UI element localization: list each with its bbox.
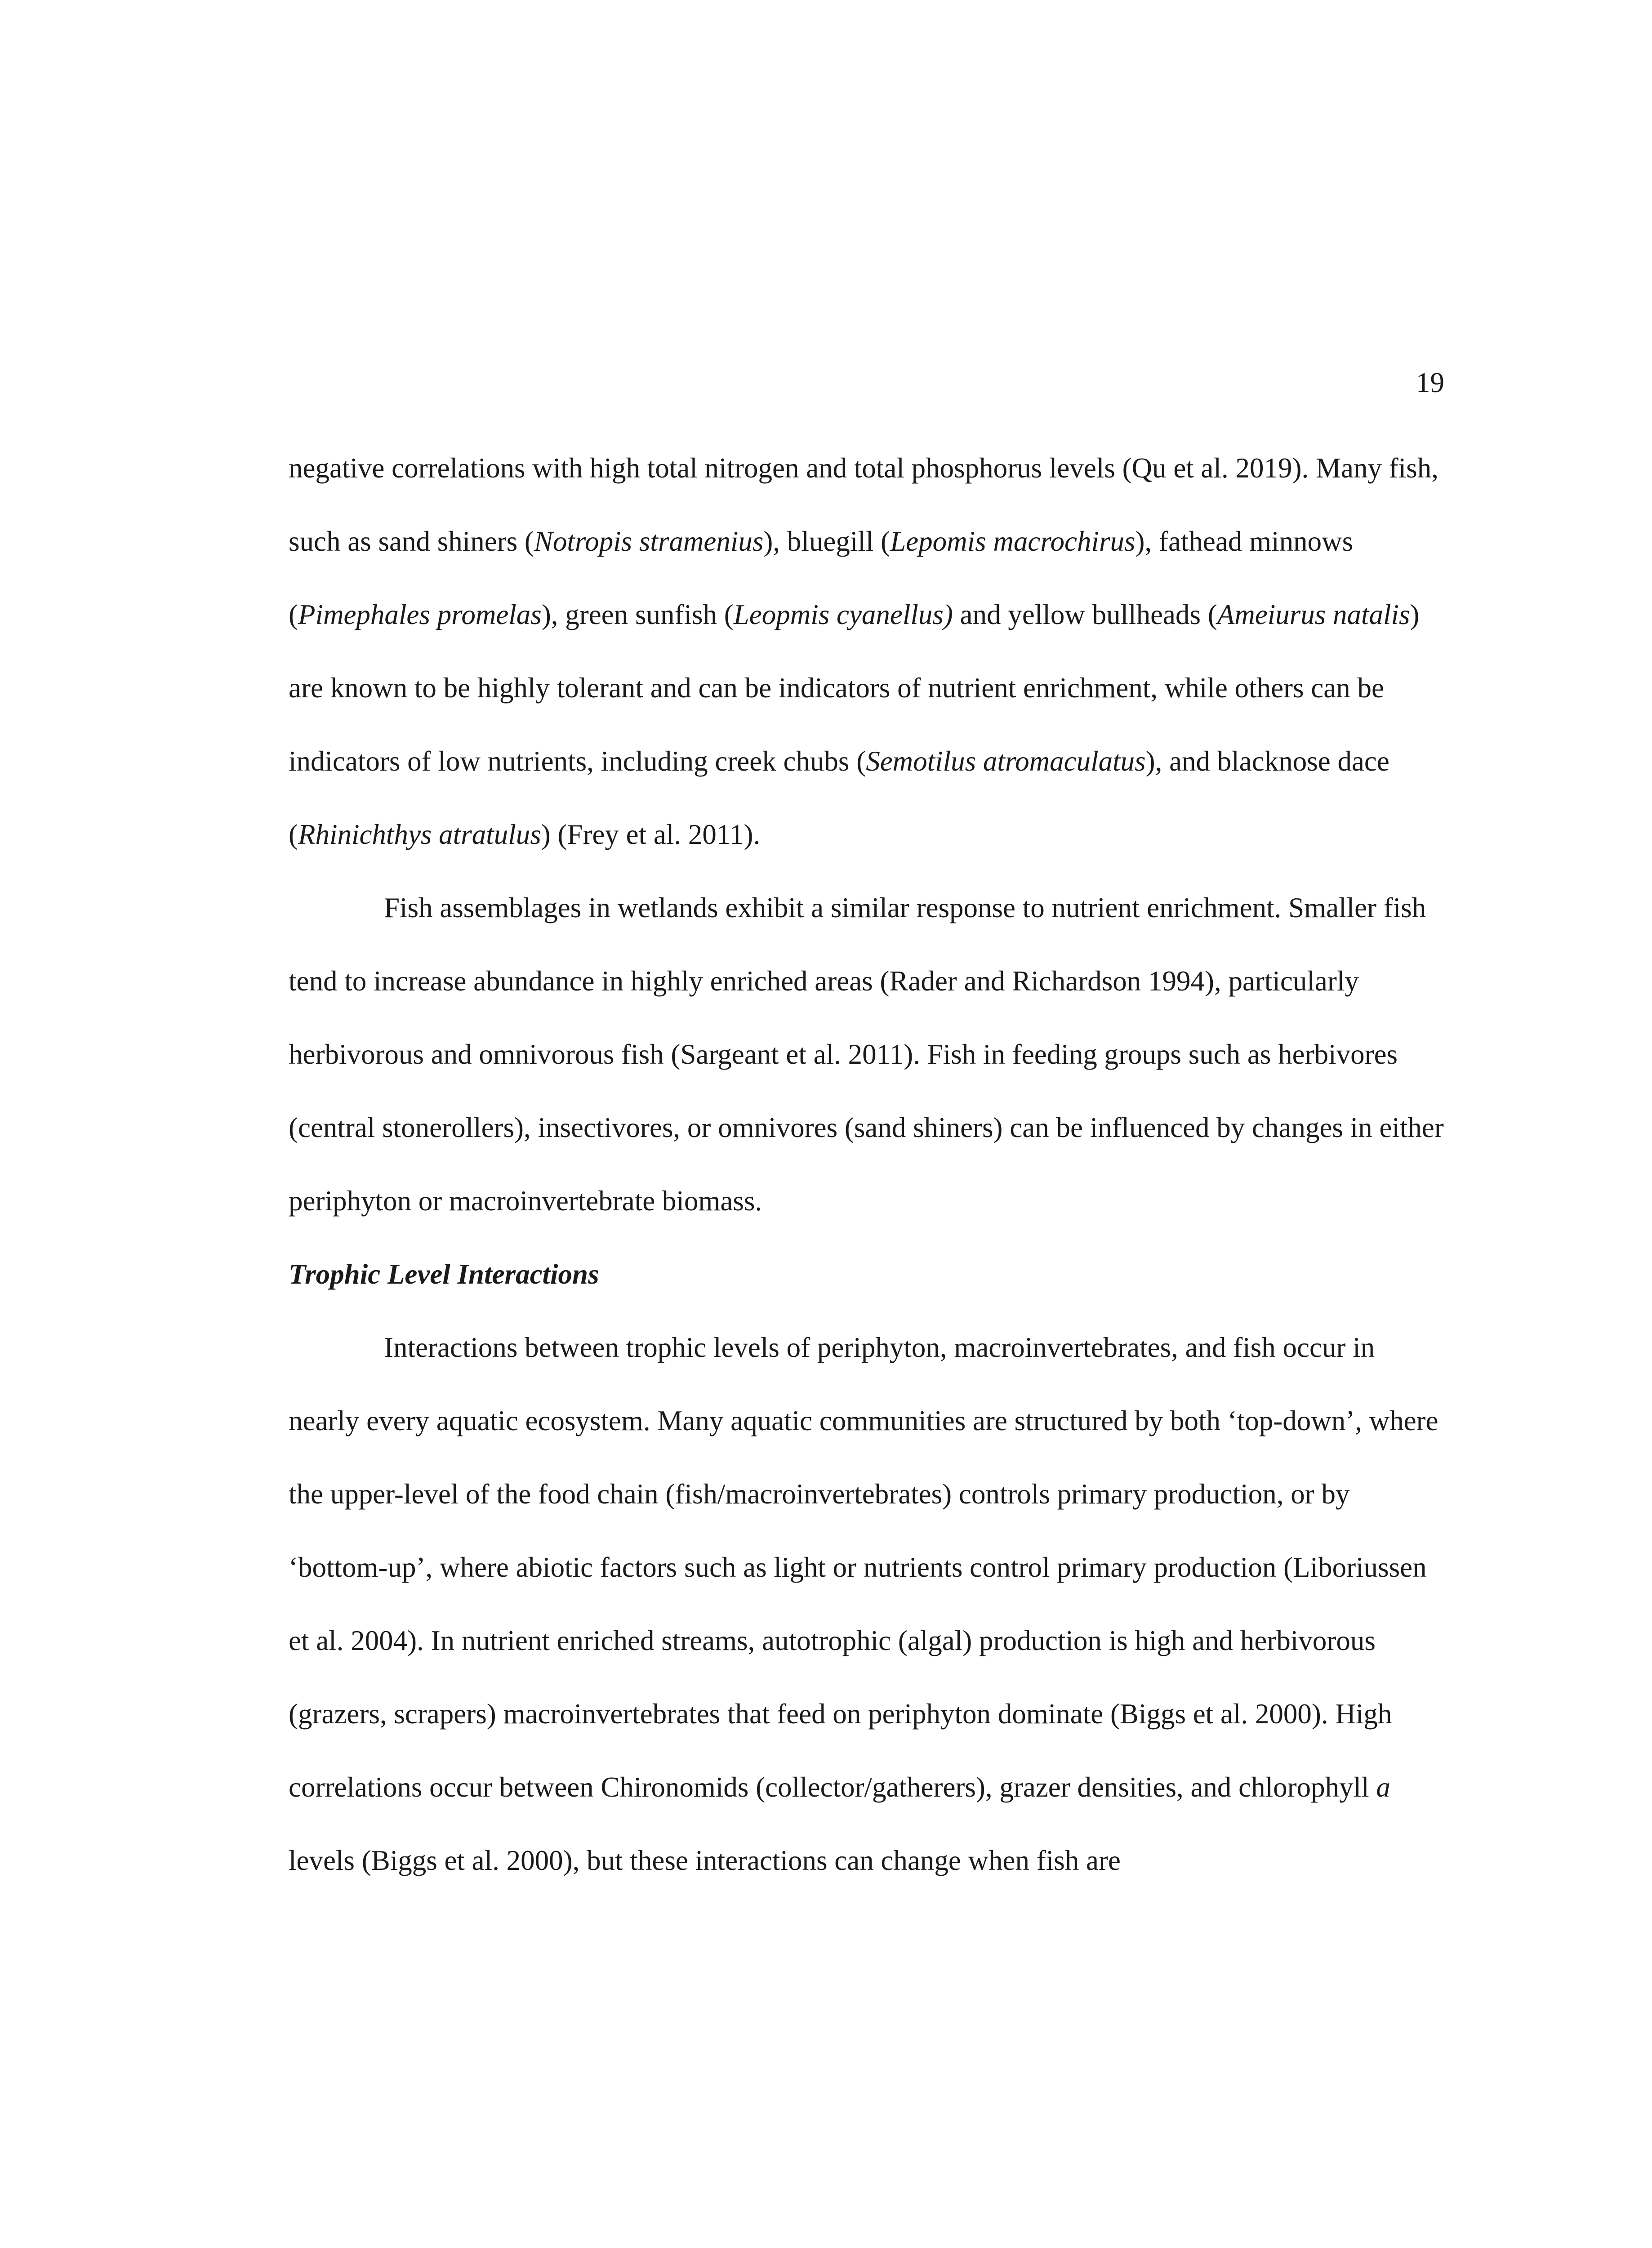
paragraph-3-text: Interactions between trophic levels of periphyton, macroinvertebrates, and fish occur in nearly every aquatic ecosystem. Many aquatic communities are structured by both ‘top-down’, where the upper-level of the food chain (fish/macroinvertebrates) controls primary production, or by ‘bottom-up’, where abiotic factors such as light or nutrients control primary production (Liboriussen et al. 2004). In nutrient enriched streams, autotrophic (algal) production is high and herbivorous (grazers, scrapers) macroinvertebrates that feed on periphyton dominate (Biggs et al. 2000). High correlations occur between Chironomids (collector/gatherers), grazer densities, and chlorophyll	[289, 1332, 1438, 1803]
paragraph-2: Fish assemblages in wetlands exhibit a similar response to nutrient enrichment. Smaller fish tend to increase abundance in highly enriched areas (Rader and Richardson 1994), particularly herbivorous and omnivorous fish (Sargeant et al. 2011). Fish in feeding groups such as herbivores (central stonerollers), insectivores, or omnivores (sand shiners) can be influenced by changes in either periphyton or macroinvertebrate biomass.	[289, 892, 1444, 1217]
paragraph-1-text: ), green sunfish (	[541, 599, 734, 630]
body-text	[289, 432, 1444, 1897]
paragraph-3-text: levels (Biggs et al. 2000), but these interactions can change when fish are	[289, 1845, 1121, 1876]
paragraph-1	[289, 432, 1444, 871]
species-name: Leopmis cyanellus)	[733, 599, 953, 630]
paragraph-1-text: ), fathead minnows (	[289, 526, 1354, 630]
paragraph-1-text: and yellow bullheads (	[953, 599, 1217, 630]
species-name: Notropis stramenius	[534, 526, 764, 557]
paragraph-1-text: ) (Frey et al. 2011).	[541, 819, 761, 850]
species-name: Ameiurus natalis	[1217, 599, 1410, 630]
paragraph-1-text: ) are known to be highly tolerant and can be indicators of nutrient enrichment, while others can be indicators of low nutrients, including creek chubs (	[289, 599, 1420, 777]
species-name: Semotilus atromaculatus	[866, 745, 1146, 777]
paragraph-3	[289, 1311, 1444, 1897]
paragraph-1-text: ), and blacknose dace (	[289, 745, 1389, 850]
species-name: Lepomis macrochirus	[890, 526, 1135, 557]
paragraph-1-text: ), bluegill (	[763, 526, 891, 557]
species-name: Pimephales promelas	[298, 599, 542, 630]
species-name: Rhinichthys atratulus	[298, 819, 541, 850]
italic-term: a	[1376, 1771, 1390, 1803]
paragraph-1-text: negative correlations with high total nitrogen and total phosphorus levels (Qu et al. 2019). Many fish, such as sand shiners (	[289, 452, 1438, 557]
section-heading: Trophic Level Interactions	[289, 1258, 599, 1290]
page-number: 19	[1416, 367, 1444, 398]
